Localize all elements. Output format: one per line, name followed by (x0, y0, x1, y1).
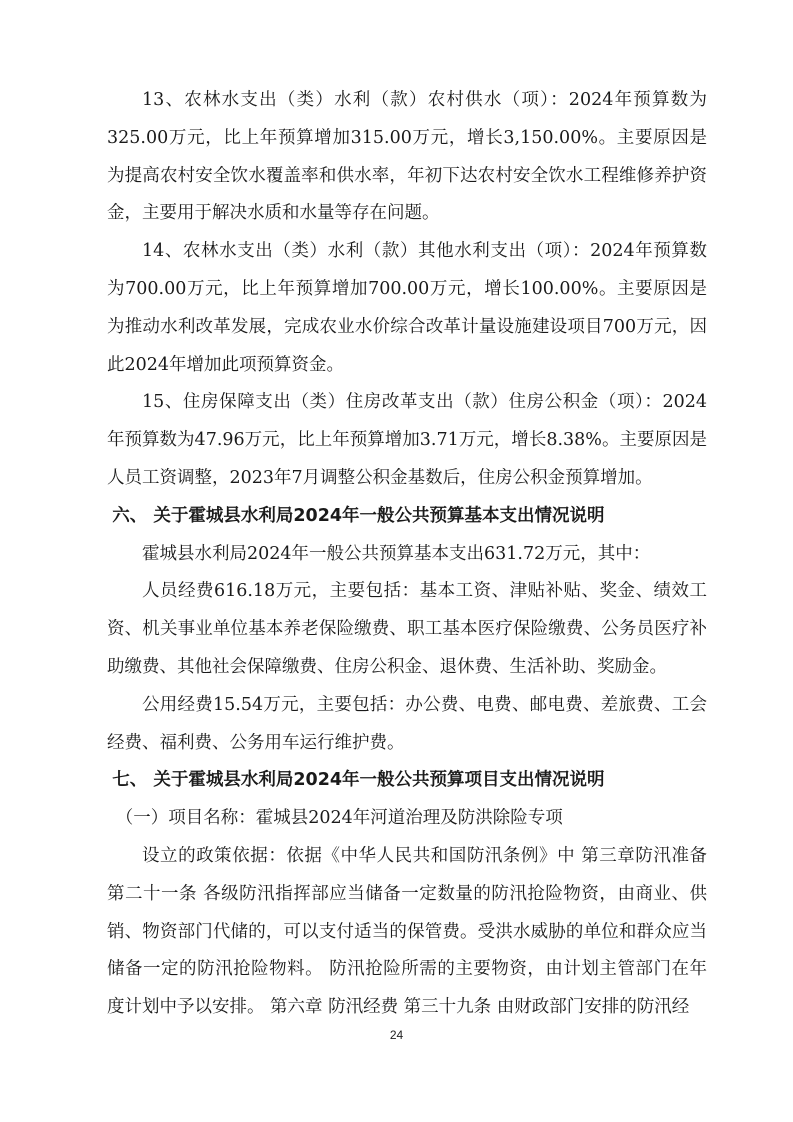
paragraph-policy-basis: 设立的政策依据：依据《中华人民共和国防汛条例》中 第三章防汛准备 第二十一条 各级防汛指挥部应当储备一定数量的防汛抢险物资，由商业、供销、物资部门代储的，可以支付适当的保管费。受洪水威胁的单位和群众应当储备一定的防汛抢险物料。 防汛抢险所需的主要物资，由计划主管部门在年度计划中予以安排。 第六章 防汛经费 第三十九条 由财政部门安排的防汛经 (107, 845, 707, 1018)
paragraph-item-13: 13、农林水支出（类）水利（款）农村供水（项）：2024年预算数为325.00万元，比上年预算增加315.00万元，增长3,150.00%。主要原因是为提高农村安全饮水覆盖率和供水率，年初下达农村安全饮水工程维修养护资金，主要用于解决水质和水量等存在问题。 (107, 90, 707, 224)
page-number: 24 (389, 1028, 404, 1042)
paragraph-basic-expenditure: 霍城县水利局2024年一般公共预算基本支出631.72万元，其中： (142, 543, 651, 564)
section-heading-7: 七、 关于霍城县水利局2024年一般公共预算项目支出情况说明 (112, 770, 605, 791)
paragraph-item-15: 15、住房保障支出（类）住房改革支出（款）住房公积金（项）：2024年预算数为47.96万元，比上年预算增加3.71万元，增长8.38%。主要原因是人员工资调整，2023年7月调整公积金基数后，住房公积金预算增加。 (107, 392, 707, 488)
section-heading-6: 六、 关于霍城县水利局2024年一般公共预算基本支出情况说明 (112, 505, 605, 526)
document-body (107, 82, 707, 1027)
paragraph-personnel-expenses: 人员经费616.18万元，主要包括：基本工资、津贴补贴、奖金、绩效工资、机关事业单位基本养老保险缴费、职工基本医疗保险缴费、公务员医疗补助缴费、其他社会保障缴费、住房公积金、退休费、生活补助、奖励金。 (107, 581, 707, 677)
paragraph-item-14: 14、农林水支出（类）水利（款）其他水利支出（项）：2024年预算数为700.00万元，比上年预算增加700.00万元，增长100.00%。主要原因是为推动水利改革发展，完成农业水价综合改革计量设施建设项目700万元，因此2024年增加此项预算资金。 (107, 241, 707, 375)
paragraph-public-expenses: 公用经费15.54万元，主要包括：办公费、电费、邮电费、差旅费、工会经费、福利费、公务用车运行维护费。 (107, 694, 707, 753)
project-name: （一）项目名称：霍城县2024年河道治理及防洪除险专项 (115, 808, 563, 829)
